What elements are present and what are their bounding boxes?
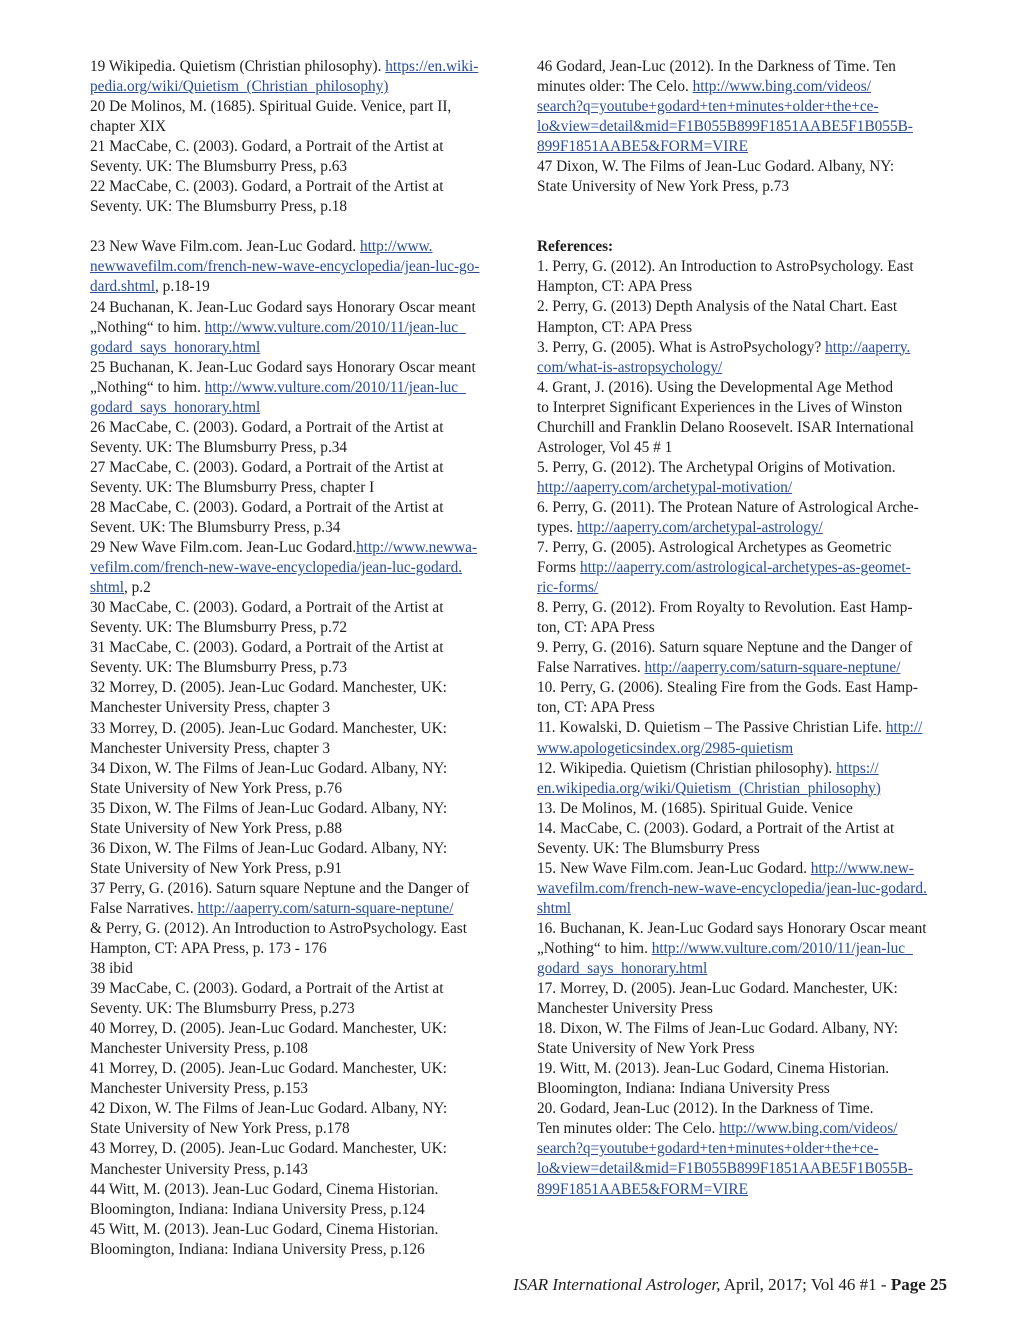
reference-line (90, 1039, 522, 1059)
reference-text: 7. Perry, G. (2005). Astrological Archetypes as Geometric (537, 539, 892, 557)
reference-line (90, 899, 522, 919)
reference-line (90, 1139, 522, 1159)
reference-text: 9. Perry, G. (2016). Saturn square Neptune and the Danger of (537, 639, 913, 657)
reference-text: Manchester University Press, chapter 3 (90, 739, 331, 757)
reference-text: Bloomington, Indiana: Indiana University Press (537, 1080, 830, 1098)
reference-line (90, 859, 522, 879)
reference-line (90, 598, 522, 618)
reference-link[interactable]: http://aaperry.com/astrological-archetypes-as-geomet- (579, 559, 911, 577)
reference-line (537, 1019, 969, 1039)
reference-line (90, 137, 522, 157)
reference-text: Seventy. UK: The Blumsburry Press, p.72 (90, 619, 348, 637)
reference-text: Astrologer, Vol 45 # 1 (537, 438, 673, 456)
reference-text: Seventy. UK: The Blumsburry Press (537, 839, 760, 857)
reference-line (537, 157, 969, 177)
reference-text: 21 MacCabe, C. (2003). Godard, a Portrait of the Artist at (90, 138, 444, 156)
reference-link[interactable]: wavefilm.com/french-new-wave-encyclopedia/jean-luc-godard. (537, 879, 927, 897)
reference-text: 22 MacCabe, C. (2003). Godard, a Portrait of the Artist at (90, 178, 444, 196)
reference-text: 1. Perry, G. (2012). An Introduction to AstroPsychology. East (537, 258, 914, 276)
reference-link[interactable]: godard_says_honorary.html (90, 338, 261, 356)
reference-line (90, 197, 522, 217)
reference-line (90, 919, 522, 939)
reference-line (537, 658, 969, 678)
reference-line (537, 799, 969, 819)
reference-line (90, 558, 522, 578)
reference-link[interactable]: http://www.bing.com/videos/ (719, 1120, 898, 1138)
reference-line (537, 57, 969, 77)
reference-text: „Nothing“ to him. (537, 939, 652, 957)
reference-text: State University of New York Press (537, 1040, 755, 1058)
reference-line (537, 718, 969, 738)
reference-text: minutes older: The Celo. (537, 78, 693, 96)
reference-line (537, 819, 969, 839)
reference-link[interactable]: search?q=youtube+godard+ten+minutes+older+the+ce- (537, 1140, 879, 1158)
reference-line (90, 77, 522, 97)
reference-line (537, 538, 969, 558)
reference-line (537, 1139, 969, 1159)
reference-line (537, 398, 969, 418)
reference-line (90, 979, 522, 999)
reference-text: Manchester University Press, p.108 (90, 1040, 308, 1058)
reference-text: 27 MacCabe, C. (2003). Godard, a Portrait of the Artist at (90, 458, 444, 476)
reference-line (537, 919, 969, 939)
reference-link[interactable]: http://aaperry. (825, 338, 911, 356)
reference-line (537, 257, 969, 277)
reference-link[interactable]: http:// (885, 719, 923, 737)
reference-link[interactable]: godard_says_honorary.html (90, 398, 261, 416)
reference-text: Seventy. UK: The Blumsburry Press, chapter I (90, 478, 375, 496)
reference-line (537, 237, 969, 257)
blank-line (537, 197, 969, 217)
reference-line (537, 779, 969, 799)
reference-text: False Narratives. (90, 899, 198, 917)
reference-text: 16. Buchanan, K. Jean-Luc Godard says Honorary Oscar meant (537, 919, 927, 937)
reference-text: 11. Kowalski, D. Quietism – The Passive Christian Life. (537, 719, 886, 737)
reference-text: 14. MacCabe, C. (2003). Godard, a Portrait of the Artist at (537, 819, 895, 837)
reference-text: 5. Perry, G. (2012). The Archetypal Origins of Motivation. (537, 458, 896, 476)
reference-line (90, 839, 522, 859)
reference-text: 34 Dixon, W. The Films of Jean-Luc Godard. Albany, NY: (90, 759, 448, 777)
reference-text: Manchester University Press, chapter 3 (90, 699, 331, 717)
reference-line (90, 398, 522, 418)
reference-line (537, 578, 969, 598)
reference-line (90, 739, 522, 759)
reference-link[interactable]: shtml (537, 899, 571, 917)
reference-line (537, 879, 969, 899)
reference-line (90, 658, 522, 678)
notes-column-right (537, 57, 969, 1200)
reference-line (90, 999, 522, 1019)
reference-text: 31 MacCabe, C. (2003). Godard, a Portrait of the Artist at (90, 639, 444, 657)
reference-text: 8. Perry, G. (2012). From Royalty to Revolution. East Hamp- (537, 599, 913, 617)
reference-line (537, 458, 969, 478)
reference-line (537, 97, 969, 117)
reference-line (90, 618, 522, 638)
reference-link[interactable]: newwavefilm.com/french-new-wave-encyclopedia/jean-luc-go- (90, 258, 480, 276)
reference-line (537, 839, 969, 859)
reference-text: to Interpret Significant Experiences in the Lives of Winston (537, 398, 903, 416)
reference-link[interactable]: http://www.bing.com/videos/ (692, 78, 871, 96)
reference-line (537, 959, 969, 979)
footer-page-number: Page 25 (890, 1275, 947, 1294)
reference-line (537, 297, 969, 317)
reference-line (90, 538, 522, 558)
reference-line (90, 678, 522, 698)
reference-line (90, 318, 522, 338)
reference-text: 18. Dixon, W. The Films of Jean-Luc Godard. Albany, NY: (537, 1020, 899, 1038)
reference-line (90, 1160, 522, 1180)
notes-column-left (90, 57, 522, 1260)
blank-line (537, 217, 969, 237)
reference-text: False Narratives. (537, 659, 645, 677)
reference-text: Hampton, CT: APA Press (537, 318, 693, 336)
reference-link[interactable]: http://aaperry.com/saturn-square-neptune/ (644, 659, 901, 677)
reference-line (537, 939, 969, 959)
reference-line (90, 1200, 522, 1220)
reference-line (537, 899, 969, 919)
reference-text: Manchester University Press, p.143 (90, 1160, 308, 1178)
reference-text: , p.18-19 (155, 278, 210, 296)
reference-text: Seventy. UK: The Blumsburry Press, p.18 (90, 198, 348, 216)
reference-line (90, 97, 522, 117)
reference-link[interactable]: ric-forms/ (537, 579, 599, 597)
reference-text: 47 Dixon, W. The Films of Jean-Luc Godard. Albany, NY: (537, 158, 895, 176)
reference-text: Seventy. UK: The Blumsburry Press, p.34 (90, 438, 348, 456)
reference-line (537, 438, 969, 458)
reference-text: „Nothing“ to him. (90, 378, 205, 396)
reference-text: 38 ibid (90, 960, 133, 978)
reference-link[interactable]: com/what-is-astropsychology/ (537, 358, 723, 376)
reference-line (90, 358, 522, 378)
reference-link[interactable]: http://www. (359, 238, 433, 256)
reference-link[interactable]: shtml (90, 579, 124, 597)
reference-line (537, 638, 969, 658)
reference-line (90, 257, 522, 277)
reference-line (537, 418, 969, 438)
reference-line (90, 338, 522, 358)
reference-text: 44 Witt, M. (2013). Jean-Luc Godard, Cinema Historian. (90, 1180, 439, 1198)
reference-line (537, 177, 969, 197)
reference-text: 36 Dixon, W. The Films of Jean-Luc Godard. Albany, NY: (90, 839, 448, 857)
reference-line (90, 719, 522, 739)
reference-line (90, 1119, 522, 1139)
reference-text: 13. De Molinos, M. (1685). Spiritual Guide. Venice (537, 799, 853, 817)
reference-line (537, 77, 969, 97)
reference-line (537, 117, 969, 137)
reference-text: Hampton, CT: APA Press, p. 173 - 176 (90, 940, 327, 958)
reference-text: Seventy. UK: The Blumsburry Press, p.73 (90, 659, 348, 677)
reference-text: 37 Perry, G. (2016). Saturn square Neptune and the Danger of (90, 879, 470, 897)
reference-line (537, 518, 969, 538)
reference-text: Sevent. UK: The Blumsburry Press, p.34 (90, 519, 341, 537)
reference-text: State University of New York Press, p.178 (90, 1120, 350, 1138)
reference-link[interactable]: http://www.vulture.com/2010/11/jean-luc_ (651, 939, 913, 957)
references-heading: References: (537, 238, 614, 256)
reference-line (537, 137, 969, 157)
reference-line (537, 698, 969, 718)
reference-line (90, 959, 522, 979)
reference-line (90, 438, 522, 458)
reference-text: types. (537, 518, 577, 536)
reference-line (537, 1180, 969, 1200)
reference-link[interactable]: http://www.vulture.com/2010/11/jean-luc_ (204, 318, 466, 336)
reference-text: 10. Perry, G. (2006). Stealing Fire from the Gods. East Hamp- (537, 679, 918, 697)
reference-line (537, 618, 969, 638)
reference-line (537, 338, 969, 358)
reference-link[interactable]: https:// (836, 759, 879, 777)
reference-link[interactable]: search?q=youtube+godard+ten+minutes+older+the+ce- (537, 98, 879, 116)
reference-link[interactable]: http://www.vulture.com/2010/11/jean-luc_ (204, 378, 466, 396)
reference-link[interactable]: lo&view=detail&mid=F1B055B899F1851AABE5F1B055B- (537, 118, 913, 136)
reference-text: 32 Morrey, D. (2005). Jean-Luc Godard. Manchester, UK: (90, 679, 447, 697)
reference-text: Bloomington, Indiana: Indiana University Press, p.124 (90, 1200, 425, 1218)
reference-link[interactable]: 899F1851AABE5&FORM=VIRE (537, 138, 748, 156)
reference-link[interactable]: http://aaperry.com/archetypal-astrology/ (576, 518, 823, 536)
reference-line (90, 1059, 522, 1079)
reference-text: 30 MacCabe, C. (2003). Godard, a Portrait of the Artist at (90, 599, 444, 617)
reference-line (537, 1059, 969, 1079)
reference-text: Forms (537, 559, 580, 577)
reference-text: 33 Morrey, D. (2005). Jean-Luc Godard. Manchester, UK: (90, 719, 447, 737)
reference-line (90, 578, 522, 598)
reference-text: 17. Morrey, D. (2005). Jean-Luc Godard. Manchester, UK: (537, 980, 898, 998)
reference-line (90, 177, 522, 197)
reference-text: 4. Grant, J. (2016). Using the Developmental Age Method (537, 378, 894, 396)
reference-text: 20 De Molinos, M. (1685). Spiritual Guide. Venice, part II, (90, 98, 452, 116)
reference-line (537, 678, 969, 698)
reference-line (90, 638, 522, 658)
reference-text: 42 Dixon, W. The Films of Jean-Luc Godard. Albany, NY: (90, 1100, 448, 1118)
reference-text: 3. Perry, G. (2005). What is AstroPsychology? (537, 338, 826, 356)
reference-text: 40 Morrey, D. (2005). Jean-Luc Godard. Manchester, UK: (90, 1020, 447, 1038)
reference-line (90, 698, 522, 718)
reference-line (537, 859, 969, 879)
reference-text: Manchester University Press (537, 1000, 713, 1018)
reference-text: & Perry, G. (2012). An Introduction to AstroPsychology. East (90, 919, 468, 937)
reference-text: 15. New Wave Film.com. Jean-Luc Godard. (537, 859, 811, 877)
reference-line (90, 298, 522, 318)
reference-line (537, 1159, 969, 1179)
reference-text: Churchill and Franklin Delano Roosevelt. ISAR International (537, 418, 914, 436)
reference-line (537, 739, 969, 759)
reference-line (90, 478, 522, 498)
reference-line (90, 1099, 522, 1119)
reference-text: chapter XIX (90, 118, 167, 136)
reference-line (90, 779, 522, 799)
reference-link[interactable]: http://www.newwa- (356, 539, 478, 557)
reference-line (537, 378, 969, 398)
reference-line (90, 1220, 522, 1240)
reference-link[interactable]: 899F1851AABE5&FORM=VIRE (537, 1180, 748, 1198)
footer-issue: April, 2017; Vol 46 #1 - (720, 1275, 891, 1294)
reference-text: Manchester University Press, p.153 (90, 1080, 308, 1098)
reference-text: 41 Morrey, D. (2005). Jean-Luc Godard. Manchester, UK: (90, 1060, 447, 1078)
reference-line (537, 1079, 969, 1099)
reference-line (537, 598, 969, 618)
reference-text: State University of New York Press, p.73 (537, 178, 789, 196)
reference-line (90, 1240, 522, 1260)
reference-text: 45 Witt, M. (2013). Jean-Luc Godard, Cinema Historian. (90, 1220, 439, 1238)
reference-link[interactable]: https://en.wiki- (385, 58, 479, 75)
reference-link[interactable]: dard.shtml (90, 278, 156, 296)
reference-text: Ten minutes older: The Celo. (537, 1120, 720, 1138)
reference-link[interactable]: http://aaperry.com/archetypal-motivation/ (537, 478, 793, 496)
reference-link[interactable]: en.wikipedia.org/wiki/Quietism_(Christian_philosophy) (537, 779, 881, 797)
reference-line (90, 879, 522, 899)
reference-link[interactable]: godard_says_honorary.html (537, 960, 708, 978)
reference-text: 19. Witt, M. (2013). Jean-Luc Godard, Cinema Historian. (537, 1060, 890, 1078)
reference-text: ton, CT: APA Press (537, 699, 655, 717)
reference-line (90, 117, 522, 137)
reference-line (537, 478, 969, 498)
reference-line (90, 378, 522, 398)
reference-text: 6. Perry, G. (2011). The Protean Nature of Astrological Arche- (537, 498, 919, 516)
reference-line (90, 157, 522, 177)
reference-link[interactable]: vefilm.com/french-new-wave-encyclopedia/jean-luc-godard. (90, 559, 463, 577)
reference-line (90, 498, 522, 518)
reference-text: State University of New York Press, p.91 (90, 859, 342, 877)
reference-link[interactable]: www.apologeticsindex.org/2985-quietism (537, 739, 794, 757)
reference-line (537, 558, 969, 578)
reference-link[interactable]: http://aaperry.com/saturn-square-neptune/ (197, 899, 454, 917)
reference-text: 43 Morrey, D. (2005). Jean-Luc Godard. Manchester, UK: (90, 1140, 447, 1158)
reference-text: Seventy. UK: The Blumsburry Press, p.273 (90, 1000, 355, 1018)
blank-line (90, 217, 522, 237)
reference-line (90, 799, 522, 819)
reference-line (90, 458, 522, 478)
reference-line (537, 498, 969, 518)
page-footer (497, 1275, 947, 1295)
reference-text: 29 New Wave Film.com. Jean-Luc Godard. (90, 539, 357, 557)
reference-text: „Nothing“ to him. (90, 318, 205, 336)
reference-text: 26 MacCabe, C. (2003). Godard, a Portrait of the Artist at (90, 418, 444, 436)
reference-text: 46 Godard, Jean-Luc (2012). In the Darkness of Time. Ten (537, 58, 896, 75)
reference-text: 23 New Wave Film.com. Jean-Luc Godard. (90, 238, 360, 256)
reference-text: Hampton, CT: APA Press (537, 278, 693, 296)
reference-text: State University of New York Press, p.76 (90, 779, 342, 797)
reference-text: 25 Buchanan, K. Jean-Luc Godard says Honorary Oscar meant (90, 358, 476, 376)
reference-line (90, 237, 522, 257)
reference-line (537, 277, 969, 297)
reference-line (537, 358, 969, 378)
reference-line (90, 418, 522, 438)
reference-line (537, 318, 969, 338)
reference-link[interactable]: http://www.new- (810, 859, 914, 877)
reference-line (90, 518, 522, 538)
reference-text: Bloomington, Indiana: Indiana University Press, p.126 (90, 1240, 425, 1258)
reference-text: 20. Godard, Jean-Luc (2012). In the Darkness of Time. (537, 1100, 874, 1118)
reference-text: , p.2 (124, 579, 151, 597)
reference-line (537, 759, 969, 779)
footer-publication: ISAR International Astrologer, (513, 1275, 721, 1294)
reference-text: 24 Buchanan, K. Jean-Luc Godard says Honorary Oscar meant (90, 298, 476, 316)
reference-text: Seventy. UK: The Blumsburry Press, p.63 (90, 158, 348, 176)
reference-text: 39 MacCabe, C. (2003). Godard, a Portrait of the Artist at (90, 980, 444, 998)
reference-line (90, 939, 522, 959)
reference-line (90, 1180, 522, 1200)
reference-text: 35 Dixon, W. The Films of Jean-Luc Godard. Albany, NY: (90, 799, 448, 817)
reference-line (90, 1079, 522, 1099)
reference-text: 28 MacCabe, C. (2003). Godard, a Portrait of the Artist at (90, 498, 444, 516)
reference-text: 12. Wikipedia. Quietism (Christian philosophy). (537, 759, 837, 777)
reference-line (537, 1119, 969, 1139)
reference-line (90, 277, 522, 297)
reference-line (90, 819, 522, 839)
reference-line (537, 1039, 969, 1059)
reference-line (537, 979, 969, 999)
reference-line (537, 1099, 969, 1119)
reference-text: ton, CT: APA Press (537, 619, 655, 637)
reference-text: 19 Wikipedia. Quietism (Christian philosophy). (90, 58, 386, 75)
reference-line (537, 999, 969, 1019)
reference-text: 2. Perry, G. (2013) Depth Analysis of the Natal Chart. East (537, 298, 898, 316)
reference-line (90, 57, 522, 77)
reference-text: State University of New York Press, p.88 (90, 819, 342, 837)
reference-line (90, 759, 522, 779)
reference-link[interactable]: lo&view=detail&mid=F1B055B899F1851AABE5F1B055B- (537, 1160, 913, 1178)
reference-line (90, 1019, 522, 1039)
reference-link[interactable]: pedia.org/wiki/Quietism_(Christian_philosophy) (90, 78, 389, 96)
